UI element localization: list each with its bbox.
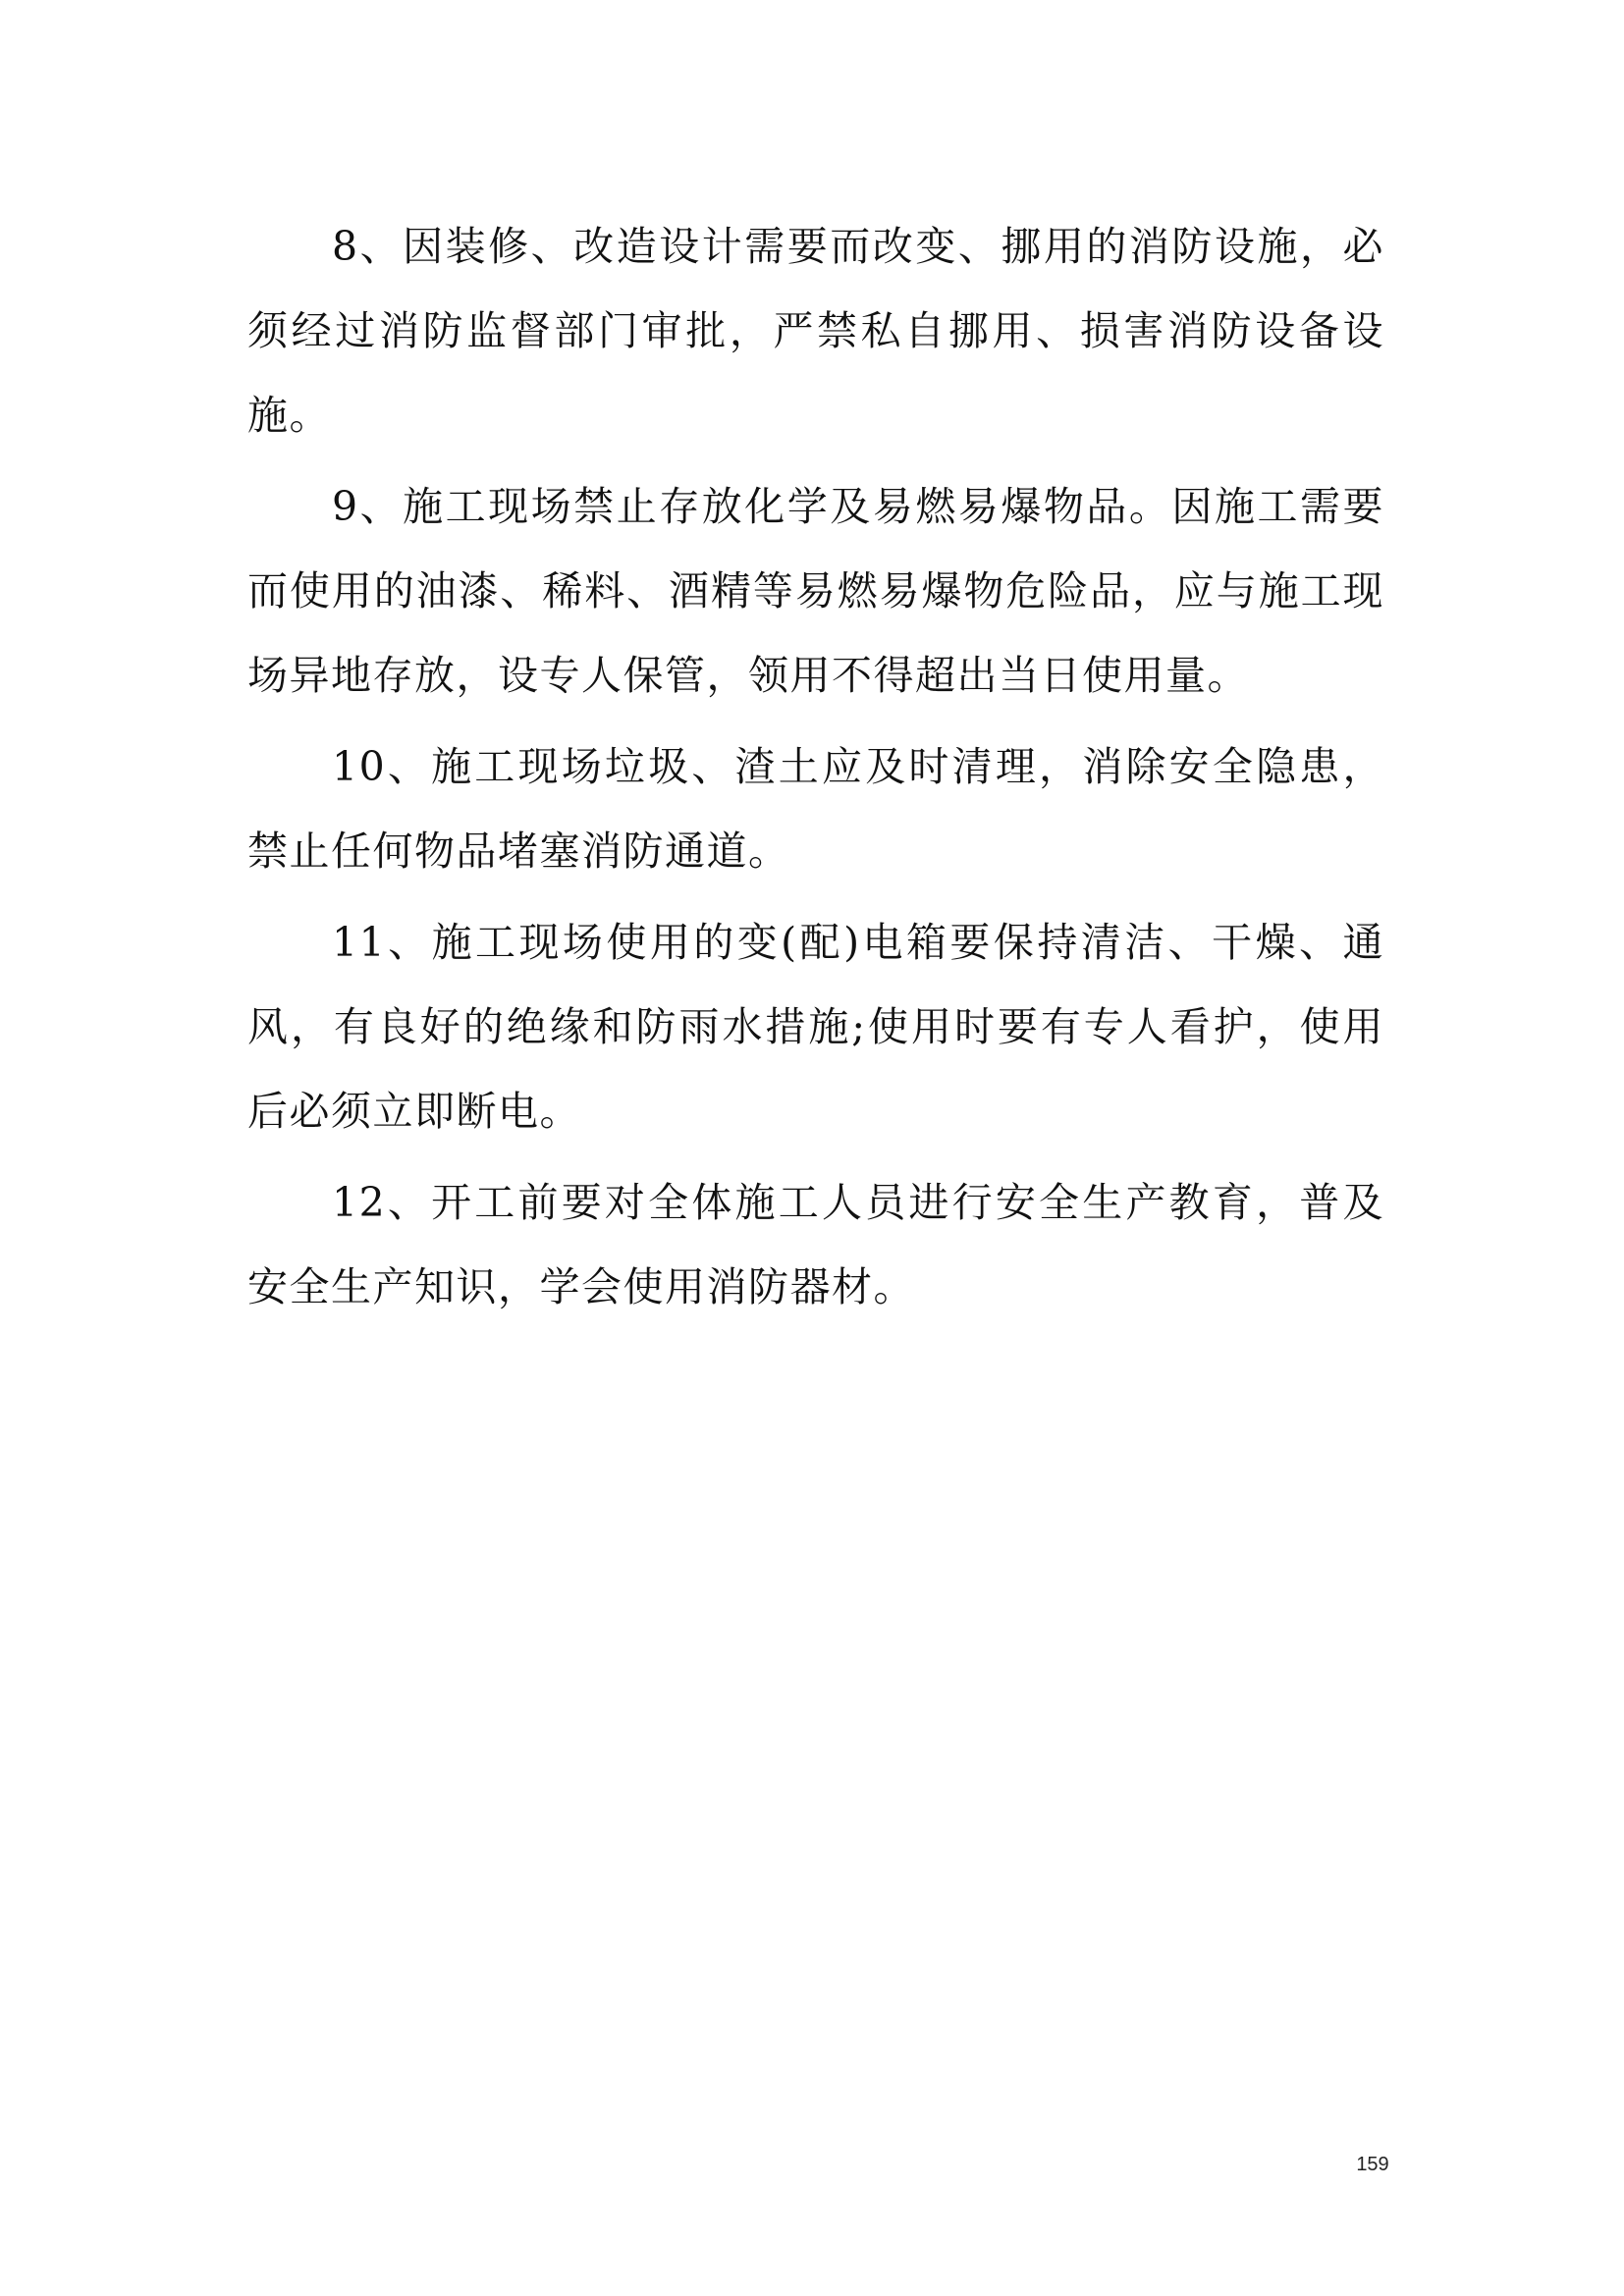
paragraph-item-8: 8、因装修、改造设计需要而改变、挪用的消防设施，必须经过消防监督部门审批，严禁私自挪用、损害消防设备设施。 bbox=[247, 223, 1384, 439]
paragraph-item-12: 12、开工前要对全体施工人员进行安全生产教育，普及安全生产知识，学会使用消防器材。 bbox=[247, 1179, 1384, 1310]
paragraph-item-11: 11、施工现场使用的变(配)电箱要保持清洁、干燥、通风，有良好的绝缘和防雨水措施;使用时要有专人看护，使用后必须立即断电。 bbox=[247, 919, 1384, 1135]
paragraph-item-10: 10、施工现场垃圾、渣土应及时清理，消除安全隐患，禁止任何物品堵塞消防通道。 bbox=[247, 743, 1384, 875]
paragraph-item-9: 9、施工现场禁止存放化学及易燃易爆物品。因施工需要而使用的油漆、稀料、酒精等易燃易爆物危险品，应与施工现场异地存放，设专人保管，领用不得超出当日使用量。 bbox=[247, 483, 1384, 699]
document-body bbox=[247, 204, 1384, 1336]
page-number: 159 bbox=[1356, 2154, 1389, 2175]
